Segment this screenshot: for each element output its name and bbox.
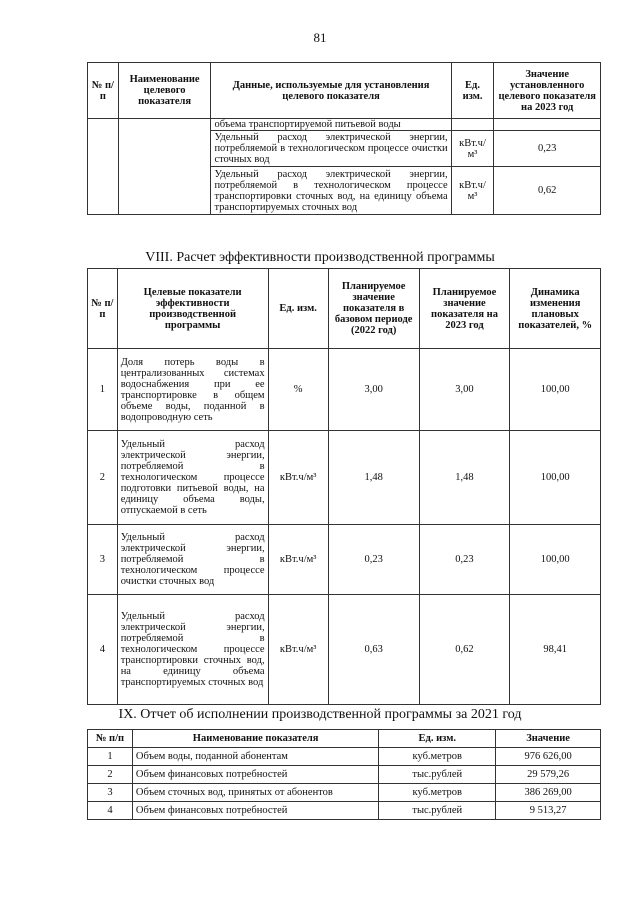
cell-value: 976 626,00 (496, 748, 601, 766)
cell-num (88, 119, 119, 215)
cell-num: 4 (88, 595, 118, 705)
cell-unit: кВт.ч/м³ (268, 595, 328, 705)
cell-num: 4 (88, 802, 133, 820)
col-header-num: № п/п (88, 730, 133, 748)
cell-num: 2 (88, 431, 118, 525)
table-row (88, 349, 601, 431)
cell-unit: куб.метров (379, 784, 496, 802)
col-header-num: № п/п (88, 63, 119, 119)
table-header-row (88, 269, 601, 349)
cell-indicator: Удельный расход электрической энергии, потребляемой в технологическом процессе транспортировки сточных вод, на единицу объема транспортируемых сточных вод (117, 595, 268, 705)
cell-unit: кВт.ч/м³ (451, 131, 494, 167)
table-row (88, 784, 601, 802)
cell-num: 1 (88, 349, 118, 431)
target-indicators-table (87, 62, 601, 215)
col-header-num: № п/п (88, 269, 118, 349)
cell-dynamics: 100,00 (510, 525, 601, 595)
cell-unit (451, 119, 494, 131)
efficiency-table (87, 268, 601, 705)
col-header-base: Планируемое значение показателя в базовом периоде (2022 год) (328, 269, 419, 349)
cell-indicator: Доля потерь воды в централизованных системах водоснабжения при ее транспортировке в общем объеме воды, поданной в водопроводную сеть (117, 349, 268, 431)
cell-plan: 1,48 (419, 431, 510, 525)
col-header-value: Значение установленного целевого показателя на 2023 год (494, 63, 601, 119)
col-header-unit: Ед. изм. (379, 730, 496, 748)
table-row (88, 595, 601, 705)
cell-dynamics: 98,41 (510, 595, 601, 705)
col-header-unit: Ед. изм. (268, 269, 328, 349)
cell-unit: кВт.ч/м³ (268, 431, 328, 525)
cell-value: 0,23 (494, 131, 601, 167)
cell-unit: куб.метров (379, 748, 496, 766)
col-header-indicator: Целевые показатели эффективности производственной программы (117, 269, 268, 349)
cell-value: 386 269,00 (496, 784, 601, 802)
table-row (88, 119, 601, 131)
cell-dynamics: 100,00 (510, 349, 601, 431)
col-header-data: Данные, используемые для установления целевого показателя (211, 63, 451, 119)
cell-plan: 0,62 (419, 595, 510, 705)
col-header-name: Наименование целевого показателя (118, 63, 211, 119)
table-row (88, 766, 601, 784)
cell-unit: кВт.ч/м³ (451, 167, 494, 215)
cell-value (494, 119, 601, 131)
cell-num: 1 (88, 748, 133, 766)
cell-base: 0,23 (328, 525, 419, 595)
cell-data: объема транспортируемой питьевой воды (211, 119, 451, 131)
cell-unit: тыс.рублей (379, 802, 496, 820)
cell-data: Удельный расход электрической энергии, потребляемой в технологическом процессе транспортировки сточных вод, на единицу объема транспортируемых сточных вод (211, 167, 451, 215)
cell-dynamics: 100,00 (510, 431, 601, 525)
cell-value: 9 513,27 (496, 802, 601, 820)
cell-num: 3 (88, 525, 118, 595)
report-table (87, 729, 601, 820)
cell-indicator: Удельный расход электрической энергии, потребляемой в технологическом процессе очистки сточных вод (117, 525, 268, 595)
col-header-name: Наименование показателя (132, 730, 378, 748)
table-row (88, 525, 601, 595)
cell-unit: кВт.ч/м³ (268, 525, 328, 595)
cell-data: Удельный расход электрической энергии, потребляемой в технологическом процессе очистки сточных вод (211, 131, 451, 167)
cell-plan: 3,00 (419, 349, 510, 431)
col-header-dynamics: Динамика изменения плановых показателей, % (510, 269, 601, 349)
cell-base: 0,63 (328, 595, 419, 705)
cell-value: 0,62 (494, 167, 601, 215)
cell-indicator: Удельный расход электрической энергии, потребляемой в технологическом процессе подготовки питьевой воды, на единицу объема воды, отпускаемой в сеть (117, 431, 268, 525)
col-header-value: Значение (496, 730, 601, 748)
cell-plan: 0,23 (419, 525, 510, 595)
page-number: 81 (313, 30, 327, 45)
cell-name: Объем финансовых потребностей (132, 802, 378, 820)
table-row (88, 748, 601, 766)
table-header-row (88, 63, 601, 119)
cell-name: Объем воды, поданной абонентам (132, 748, 378, 766)
table-header-row (88, 730, 601, 748)
cell-name: Объем сточных вод, принятых от абонентов (132, 784, 378, 802)
cell-unit: % (268, 349, 328, 431)
cell-num: 3 (88, 784, 133, 802)
section-title-8: VIII. Расчет эффективности производственной программы (145, 250, 495, 265)
cell-num: 2 (88, 766, 133, 784)
col-header-plan: Планируемое значение показателя на 2023 год (419, 269, 510, 349)
col-header-unit: Ед. изм. (451, 63, 494, 119)
section-title-9: IX. Отчет об исполнении производственной программы за 2021 год (118, 707, 522, 722)
cell-name (118, 119, 211, 215)
table-row (88, 431, 601, 525)
cell-base: 3,00 (328, 349, 419, 431)
cell-unit: тыс.рублей (379, 766, 496, 784)
cell-value: 29 579,26 (496, 766, 601, 784)
cell-base: 1,48 (328, 431, 419, 525)
cell-name: Объем финансовых потребностей (132, 766, 378, 784)
table-row (88, 802, 601, 820)
